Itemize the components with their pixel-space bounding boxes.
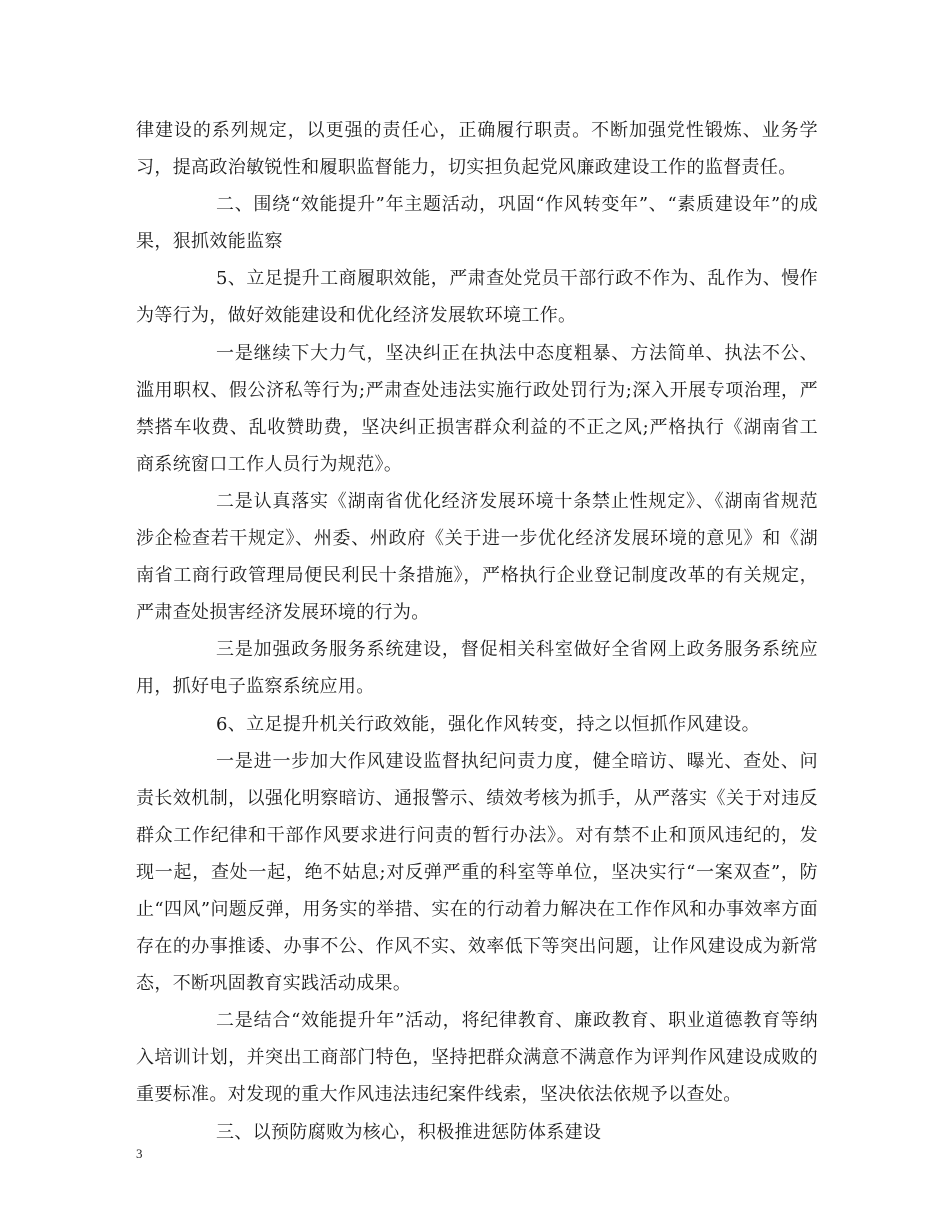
paragraph-item-5-2: 二是认真落实《湖南省优化经济发展环境十条禁止性规定》、《湖南省规范涉企检查若干规定》、州委、州政府《关于进一步优化经济发展环境的意见》和《湖南省工商行政管理局便民利民十条措施》，严格执行企业登记制度改革的有关规定，严肃查处损害经济发展环境的行为。 (136, 490, 818, 624)
body-text (136, 112, 818, 1151)
paragraph-item-5-1: 一是继续下大力气，坚决纠正在执法中态度粗暴、方法简单、执法不公、滥用职权、假公济私等行为;严肃查处违法实施行政处罚行为;深入开展专项治理，严禁搭车收费、乱收赞助费，坚决纠正损害群众利益的不正之风;严格执行《湖南省工商系统窗口工作人员行为规范》。 (136, 342, 818, 475)
section-heading-2: 二、围绕“效能提升”年主题活动，巩固“作风转变年”、“素质建设年”的成果，狠抓效能监察 (136, 194, 818, 253)
paragraph-item-6-1: 一是进一步加大作风建设监督执纪问责力度，健全暗访、曝光、查处、问责长效机制，以强化明察暗访、通报警示、绩效考核为抓手，从严落实《关于对违反群众工作纪律和干部作风要求进行问责的暂行办法》。对有禁不止和顶风违纪的，发现一起，查处一起，绝不姑息;对反弹严重的科室等单位，坚决实行“一案双查”，防止“四风”问题反弹，用务实的举措、实在的行动着力解决在工作作风和办事效率方面存在的办事推诿、办事不公、作风不实、效率低下等突出问题，让作风建设成为新常态，不断巩固教育实践活动成果。 (136, 750, 818, 995)
paragraph-item-6: 6、立足提升机关行政效能，强化作风转变，持之以恒抓作风建设。 (216, 713, 760, 735)
paragraph-item-5: 5、立足提升工商履职效能，严肃查处党员干部行政不作为、乱作为、慢作为等行为，做好效能建设和优化经济发展软环境工作。 (136, 268, 818, 327)
paragraph-item-5-3: 三是加强政务服务系统建设，督促相关科室做好全省网上政务服务系统应用，抓好电子监察系统应用。 (136, 639, 818, 698)
section-heading-3: 三、以预防腐败为核心，积极推进惩防体系建设 (216, 1121, 602, 1143)
page-number: 3 (136, 1146, 143, 1161)
paragraph-item-6-2: 二是结合“效能提升年”活动，将纪律教育、廉政教育、职业道德教育等纳入培训计划，并突出工商部门特色，坚持把群众满意不满意作为评判作风建设成败的重要标准。对发现的重大作风违法违纪案件线索，坚决依法依规予以查处。 (136, 1010, 818, 1106)
paragraph-1: 律建设的系列规定，以更强的责任心，正确履行职责。不断加强党性锻炼、业务学习，提高政治敏锐性和履职监督能力，切实担负起党风廉政建设工作的监督责任。 (136, 120, 818, 179)
